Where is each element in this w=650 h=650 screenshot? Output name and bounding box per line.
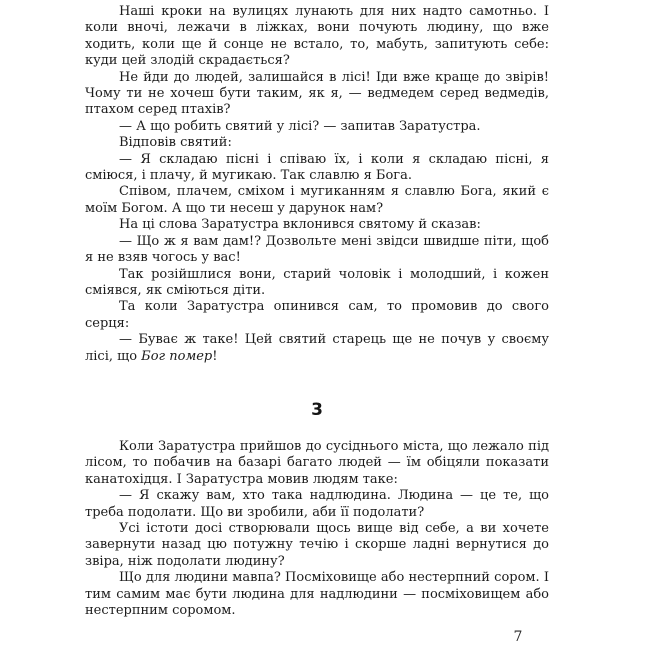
page-number: 7 xyxy=(513,629,523,645)
emphasized-phrase: Бог помер xyxy=(141,348,213,364)
paragraph: Відповів святий: xyxy=(119,135,232,151)
paragraph: — А що робить святий у лісі? — запитав Заратустра. xyxy=(119,118,481,134)
text-block xyxy=(85,4,549,619)
paragraph: Не йди до людей, залишайся в лісі! Іди вже краще до звірів! Чому ти не хочеш бути таким, як я, — ведмедем серед ведмедів, птахом серед птахів? xyxy=(85,69,549,118)
paragraph-text: — Буває ж таке! Цей святий старець ще не почув у своєму лісі, що xyxy=(85,332,549,364)
paragraph: Співом, плачем, сміхом і мугиканням я славлю Бога, який є моїм Богом. А що ти несеш у дарунок нам? xyxy=(85,184,549,216)
paragraph: Так розійшлися вони, старий чоловік і молодший, і кожен сміявся, як сміються діти. xyxy=(85,266,549,298)
paragraph: Та коли Заратустра опинився сам, то промовив до свого серця: xyxy=(85,299,549,331)
paragraph: Наші кроки на вулицях лунають для них надто самотньо. І коли вночі, лежачи в ліжках, вони почують людину, що вже ходить, коли ще й сонце не встало, то, мабуть, запитують себе: куди цей злодій скрадається? xyxy=(85,4,549,69)
paragraph-with-emphasis xyxy=(85,332,549,365)
paragraph: Усі істоти досі створювали щось вище від себе, а ви хочете завернути назад цю потужну течію і скорше ладні вернутися до звіра, ніж подолати людину? xyxy=(85,520,549,569)
section-heading: 3 xyxy=(311,399,323,420)
paragraph-text: ! xyxy=(212,348,218,364)
paragraph: — Я скажу вам, хто така надлюдина. Людина — це те, що треба подолати. Що ви зробили, аби її подолати? xyxy=(85,488,549,520)
paragraph: — Що ж я вам дам!? Дозвольте мені звідси швидше піти, щоб я не взяв чогось у вас! xyxy=(85,233,549,266)
paragraph: — Я складаю пісні і співаю їх, і коли я складаю пісні, я сміюся, і плачу, й мугикаю. Так славлю я Бога. xyxy=(85,151,549,184)
paragraph: На ці слова Заратустра вклонився святому й сказав: xyxy=(119,217,481,233)
paragraph: Коли Заратустра прийшов до сусіднього міста, що лежало під лісом, то побачив на базарі багато людей — їм обіцяли показати канатохідця. І Заратустра мовив людям таке: xyxy=(85,438,549,487)
paragraph: Що для людини мавпа? Посміховище або нестерпний сором. І тим самим має бути людина для надлюдини — посміховищем або нестерпним соромом. xyxy=(85,570,549,618)
